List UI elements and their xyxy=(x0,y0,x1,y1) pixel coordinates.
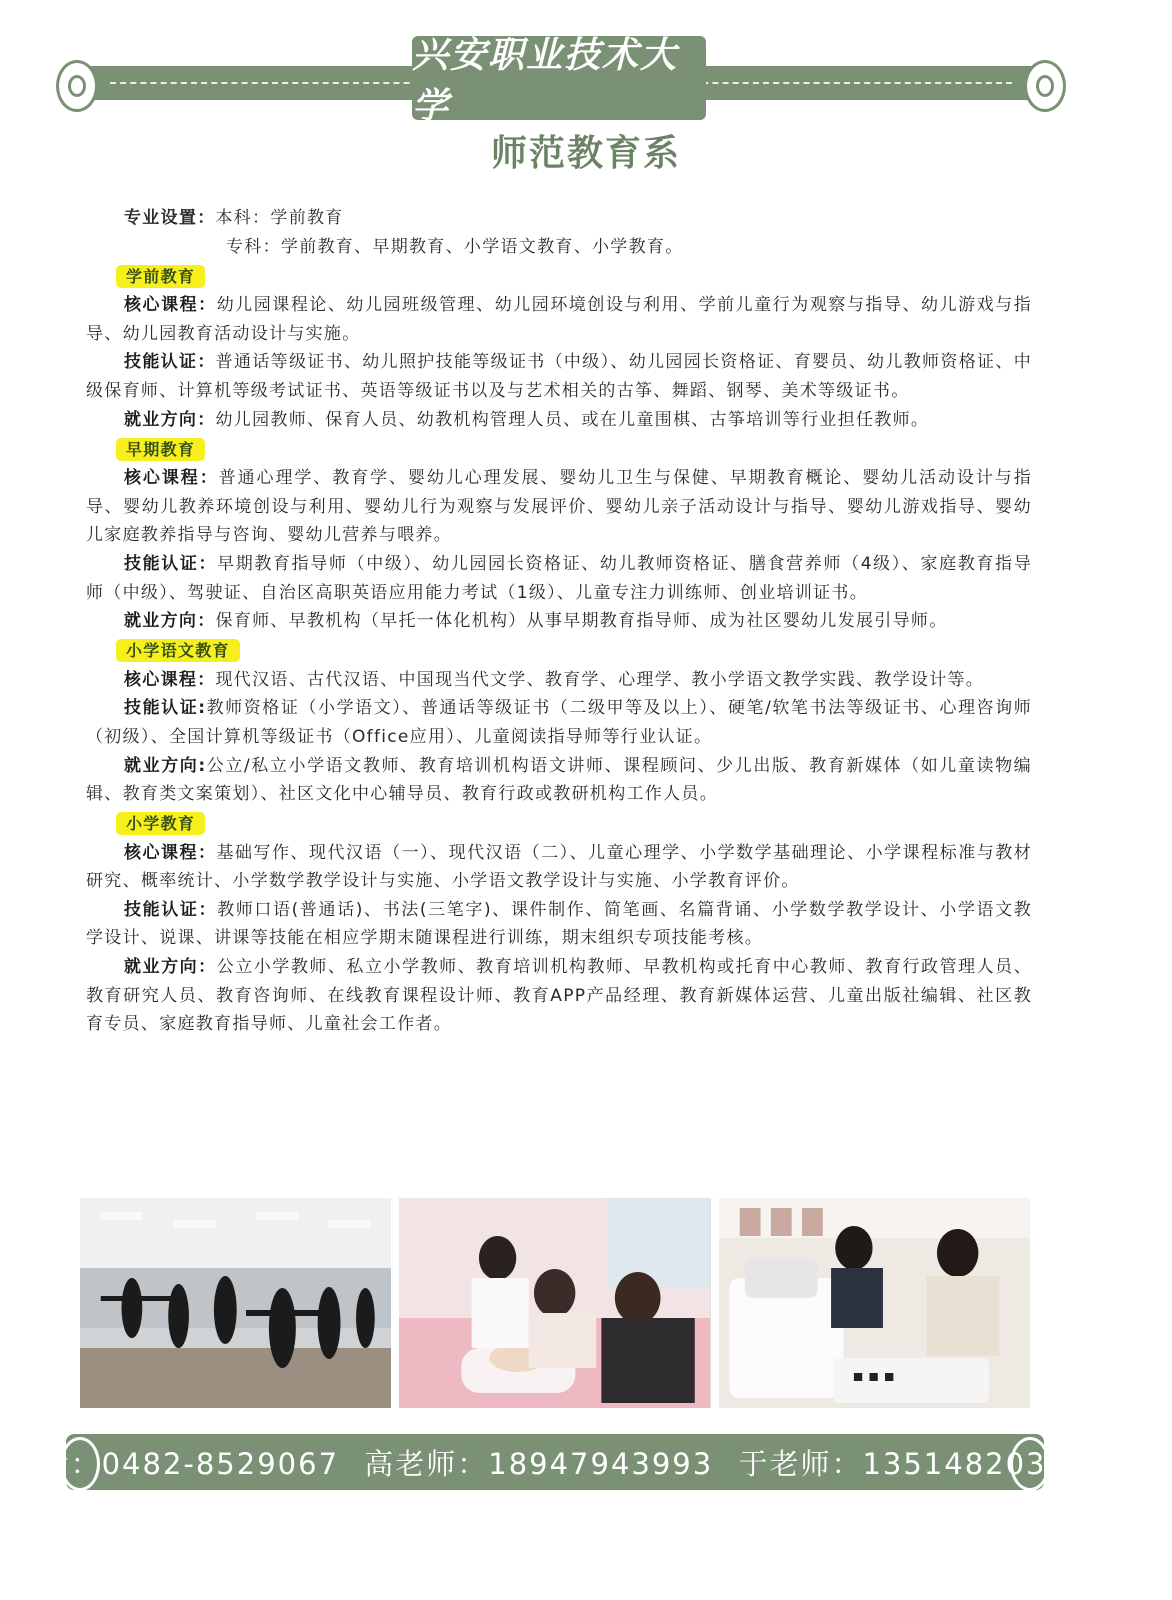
scroll-ornament-right xyxy=(1024,60,1066,112)
infant-care-class-photo xyxy=(399,1198,710,1408)
contact-footer xyxy=(8,1434,1088,1490)
main-content xyxy=(86,204,1032,1039)
page-title: 师范教育系 xyxy=(490,133,681,174)
career-label: 就业方向： xyxy=(124,611,216,632)
skill-certification xyxy=(86,550,1032,607)
contact-teacher-gao: 高老师：18947943993 xyxy=(364,1446,714,1481)
career-direction xyxy=(86,406,1032,435)
core-courses xyxy=(86,291,1032,348)
section-tag: 小学语文教育 xyxy=(116,639,240,662)
photo-strip xyxy=(80,1198,1030,1408)
school-name: 兴安职业技术大学 xyxy=(412,34,679,127)
core-label: 核心课程： xyxy=(124,468,219,489)
contact-info xyxy=(9,1442,1102,1483)
core-courses xyxy=(86,464,1032,550)
footer-ornament-right xyxy=(1010,1437,1050,1491)
core-text: 现代汉语、古代汉语、中国现当代文学、教育学、心理学、教小学语文教学实践、教学设计等。 xyxy=(215,669,985,690)
section-tag: 小学教育 xyxy=(116,812,205,835)
footer-ornament-left xyxy=(60,1437,100,1491)
skill-certification xyxy=(86,694,1032,751)
contact-phone: 电话：0482-8529067 xyxy=(8,1446,340,1481)
core-courses xyxy=(86,666,1032,695)
core-courses xyxy=(86,839,1032,896)
career-text: 保育师、早教机构（早托一体化机构）从事早期教育指导师、成为社区婴幼儿发展引导师。 xyxy=(215,611,948,632)
section-tag: 学前教育 xyxy=(116,265,205,288)
dance-class-photo xyxy=(80,1198,391,1408)
banner-dash-left xyxy=(110,82,440,84)
career-direction xyxy=(86,953,1032,1039)
lab-equipment-photo xyxy=(719,1198,1030,1408)
skill-label: 技能认证： xyxy=(124,352,216,373)
section-tag: 早期教育 xyxy=(116,438,205,461)
career-text: 公立/私立小学语文教师、教育培训机构语文讲师、课程顾问、少儿出版、教育新媒体（如儿童读物编辑、教育类文案策划）、社区文化中心辅导员、教育行政或教研机构工作人员。 xyxy=(86,755,1032,805)
section-tag-row xyxy=(86,636,1032,666)
career-label: 就业方向: xyxy=(124,755,207,776)
core-text: 幼儿园课程论、幼儿园班级管理、幼儿园环境创设与利用、学前儿童行为观察与指导、幼儿游戏与指导、幼儿园教育活动设计与实施。 xyxy=(86,295,1033,344)
skill-text: 早期教育指导师（中级）、幼儿园园长资格证、幼儿教师资格证、膳食营养师（4级）、家庭教育指导师（中级）、驾驶证、自治区高职英语应用能力考试（1级）、儿童专注力训练师、创业培训证书。 xyxy=(86,553,1032,603)
school-name-plate xyxy=(412,34,706,127)
skill-label: 技能认证: xyxy=(124,698,207,719)
majors-label: 专业设置： xyxy=(124,208,216,228)
core-text: 普通心理学、教育学、婴幼儿心理发展、婴幼儿卫生与保健、早期教育概论、婴幼儿活动设计与指导、婴幼儿教养环境创设与利用、婴幼儿行为观察与发展评价、婴幼儿亲子活动设计与指导、婴幼儿游戏指导、婴幼儿家庭教养指导与咨询、婴幼儿营养与喂养。 xyxy=(86,468,1032,546)
career-direction xyxy=(86,752,1032,809)
core-label: 核心课程： xyxy=(124,669,216,690)
career-direction xyxy=(86,607,1032,636)
section-tag-row xyxy=(86,809,1032,839)
career-text: 幼儿园教师、保育人员、幼教机构管理人员、或在儿童围棋、古筝培训等行业担任教师。 xyxy=(215,409,930,430)
section-tag-row xyxy=(86,434,1032,464)
scroll-ornament-left xyxy=(56,60,98,112)
career-label: 就业方向： xyxy=(124,409,216,430)
core-label: 核心课程： xyxy=(124,842,217,863)
banner-dash-right xyxy=(682,82,1012,84)
skill-text: 普通话等级证书、幼儿照护技能等级证书（中级）、幼儿园园长资格证、育婴员、幼儿教师资格证、中级保育师、计算机等级考试证书、英语等级证书以及与艺术相关的古筝、舞蹈、钢琴、美术等级证书。 xyxy=(86,352,1033,401)
skill-text: 教师口语(普通话)、书法(三笔字)、课件制作、简笔画、名篇背诵、小学数学教学设计、小学语文教学设计、说课、讲课等技能在相应学期末随课程进行训练，期末组织专项技能考核。 xyxy=(86,899,1033,949)
majors-line-bachelor xyxy=(86,204,1032,233)
majors-bachelor: 本科：学前教育 xyxy=(215,208,344,228)
skill-certification xyxy=(86,896,1032,953)
majors-associate: 专科：学前教育、早期教育、小学语文教育、小学教育。 xyxy=(226,236,684,257)
skill-label: 技能认证： xyxy=(124,899,218,920)
core-text: 基础写作、现代汉语（一）、现代汉语（二）、儿童心理学、小学数学基础理论、小学课程标准与教材研究、概率统计、小学数学教学设计与实施、小学语文教学设计与实施、小学教育评价。 xyxy=(86,842,1033,892)
skill-label: 技能认证： xyxy=(124,553,218,574)
contact-teacher-yu: 于老师：13514820390 xyxy=(738,1446,1088,1481)
career-text: 公立小学教师、私立小学教师、教育培训机构教师、早教机构或托育中心教师、教育行政管理人员、教育研究人员、教育咨询师、在线教育课程设计师、教育APP产品经理、教育新媒体运营、儿童出版社编辑、社区教育专员、家庭教育指导师、儿童社会工作者。 xyxy=(86,957,1033,1035)
core-label: 核心课程： xyxy=(124,295,217,316)
career-label: 就业方向： xyxy=(124,957,217,978)
skill-text: 教师资格证（小学语文）、普通话等级证书（二级甲等及以上）、硬笔/软笔书法等级证书、心理咨询师（初级）、全国计算机等级证书（Office应用）、儿童阅读指导师等行业认证。 xyxy=(86,698,1032,747)
skill-certification xyxy=(86,348,1032,405)
section-tag-row xyxy=(86,261,1032,291)
